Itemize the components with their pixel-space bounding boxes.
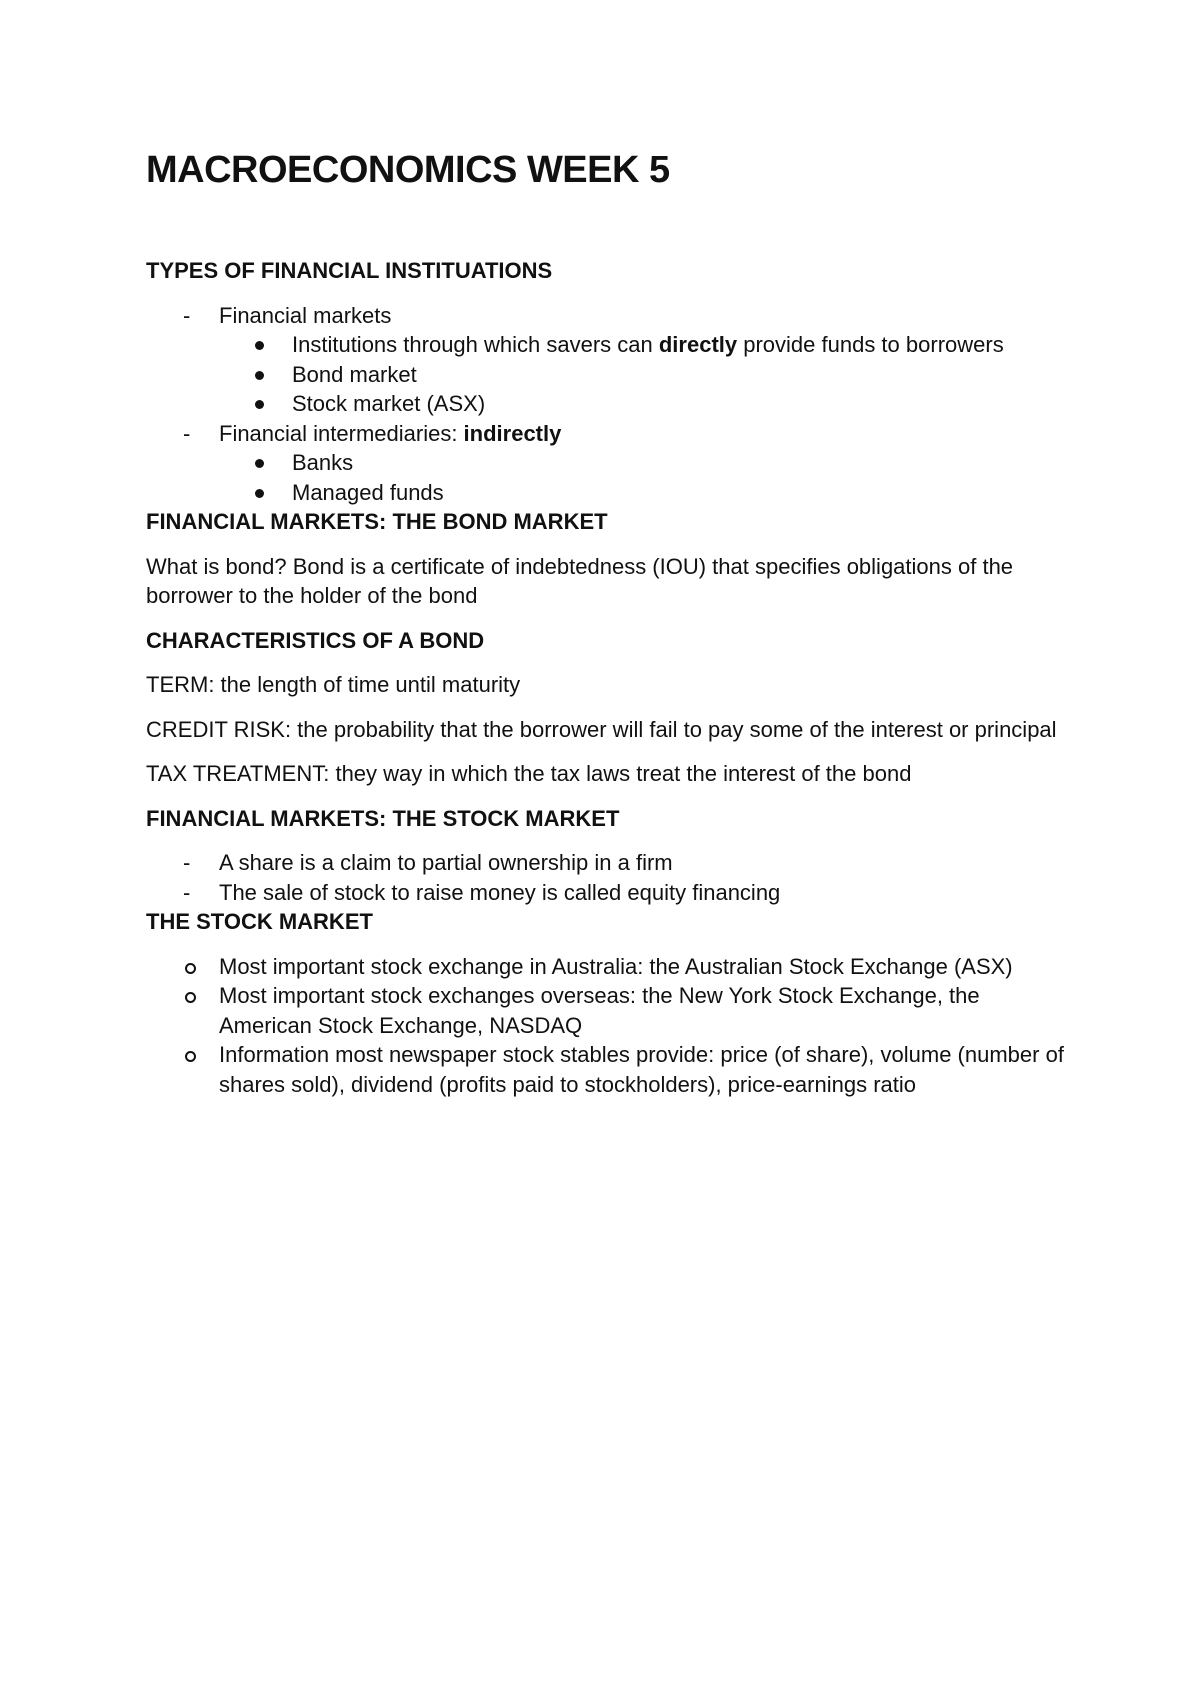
text-span: provide funds to borrowers (737, 332, 1004, 357)
list-item-label: Financial intermediaries: (219, 420, 464, 446)
list-item-newspaper-information: Information most newspaper stock stables provide: price (of share), volume (number of shares sold), dividend (profits paid to stockholders), price-earnings ratio (146, 1040, 1076, 1099)
sublist-item-stock-market: Stock market (ASX) (219, 389, 1076, 419)
document-body (146, 256, 1076, 1099)
financial-intermediaries-sublist (219, 448, 1076, 507)
sublist-item-banks: Banks (219, 448, 1076, 478)
sublist-item-managed-funds: Managed funds (219, 478, 1076, 508)
section-heading-types-of-financial-institutions: TYPES OF FINANCIAL INSTITUATIONS (146, 258, 553, 283)
list-item-equity-financing: - The sale of stock to raise money is called equity financing (146, 878, 1076, 908)
financial-markets-sublist (219, 330, 1076, 419)
section-heading-the-stock-market: THE STOCK MARKET (146, 909, 373, 934)
tax-treatment-paragraph: TAX TREATMENT: they way in which the tax laws treat the interest of the bond (146, 761, 912, 786)
text-span: Institutions through which savers can (292, 332, 659, 357)
bond-definition-paragraph: What is bond? Bond is a certificate of indebtedness (IOU) that specifies obligations of the borrower to the holder of the bond (146, 553, 1014, 608)
list-item-label: Financial markets (219, 302, 392, 328)
section-heading-characteristics-of-a-bond: CHARACTERISTICS OF A BOND (146, 627, 485, 653)
stock-exchange-list (146, 952, 1076, 1100)
term-paragraph: TERM: the length of time until maturity (146, 672, 521, 697)
list-item-overseas-exchanges: Most important stock exchanges overseas: the New York Stock Exchange, the American Stock Exchange, NASDAQ (146, 981, 1076, 1040)
list-item-financial-markets (146, 301, 1076, 419)
list-item-share-claim: - A share is a claim to partial ownership in a firm (146, 848, 1076, 878)
bold-text-indirectly: indirectly (463, 420, 562, 446)
credit-risk-paragraph: CREDIT RISK: the probability that the borrower will fail to pay some of the interest or principal (146, 716, 1057, 742)
list-item-financial-intermediaries (146, 419, 1076, 508)
stock-market-dash-list (146, 848, 1076, 907)
document-title: MACROECONOMICS WEEK 5 (146, 149, 670, 191)
financial-institutions-list (146, 301, 1076, 508)
section-heading-bond-market: FINANCIAL MARKETS: THE BOND MARKET (146, 509, 608, 534)
bold-text-directly: directly (658, 332, 738, 357)
section-heading-stock-market-financial: FINANCIAL MARKETS: THE STOCK MARKET (146, 805, 620, 831)
sublist-item-bond-market: Bond market (219, 360, 1076, 390)
list-item-australia-exchange: Most important stock exchange in Australia: the Australian Stock Exchange (ASX) (146, 952, 1076, 982)
sublist-item-institutions (219, 330, 1076, 360)
